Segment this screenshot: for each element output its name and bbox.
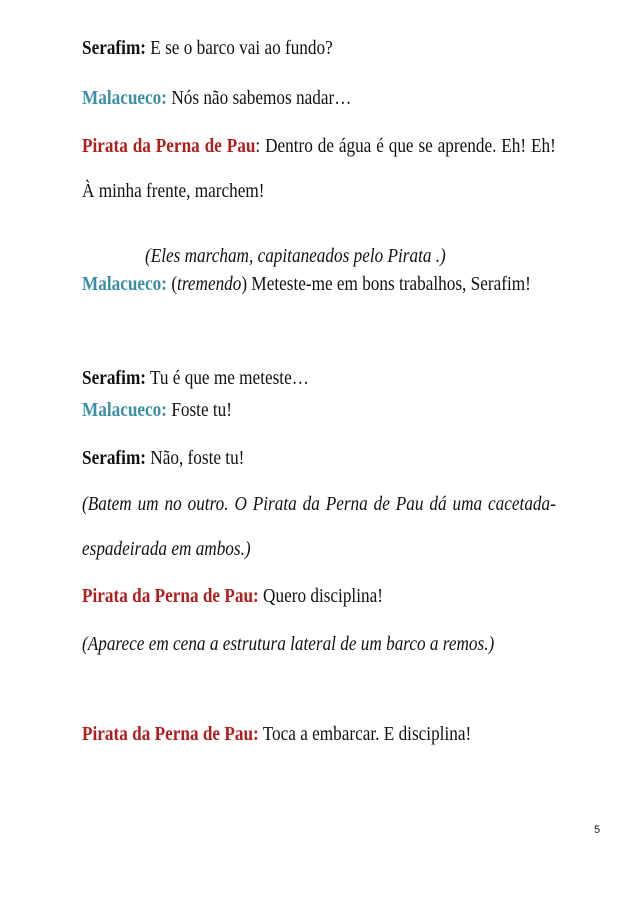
stage-direction-3: (Aparece em cena a estrutura lateral de um barco a remos.) (82, 633, 495, 655)
line-pirata-1 (82, 124, 556, 214)
speaker-serafim: Serafim: (82, 367, 147, 389)
line-pirata-3 (82, 712, 556, 757)
stage-direction-1: (Eles marcham, capitaneados pelo Pirata .) (145, 245, 446, 267)
speaker-malacueco: Malacueco: (82, 87, 168, 109)
dialogue-text: E se o barco vai ao fundo? (146, 37, 333, 59)
speaker-pirata: Pirata da Perna de Pau: (82, 585, 259, 607)
line-malacueco-2 (82, 262, 556, 307)
stage-direction-2: (Batem um no outro. O Pirata da Perna de Pau dá uma cacetada-espadeirada em ambos.) (82, 493, 556, 560)
line-malacueco-1 (82, 76, 556, 121)
speaker-malacueco: Malacueco: (82, 399, 168, 421)
dialogue-text: ) Meteste-me em bons trabalhos, Serafim! (241, 273, 531, 295)
speaker-colon: : (255, 135, 261, 157)
dialogue-text: Nós não sabemos nadar… (167, 87, 352, 109)
dialogue-text: Foste tu! (167, 399, 233, 421)
page-number: 5 (594, 824, 601, 836)
speaker-serafim: Serafim: (82, 37, 147, 59)
dialogue-italic: tremendo (177, 273, 242, 295)
line-serafim-3 (82, 436, 556, 481)
line-serafim-1 (82, 26, 556, 71)
dialogue-text: Tu é que me meteste… (146, 367, 309, 389)
speaker-serafim: Serafim: (82, 447, 147, 469)
dialogue-text: Quero disciplina! (258, 585, 383, 607)
dialogue-text: Dentro de água é que se aprende. Eh! Eh! À minha frente, marchem! (82, 135, 556, 202)
dialogue-text: ( (167, 273, 178, 295)
line-malacueco-3 (82, 388, 556, 433)
line-pirata-2 (82, 574, 556, 619)
speaker-pirata: Pirata da Perna de Pau: (82, 723, 259, 745)
dialogue-text: Não, foste tu! (146, 447, 245, 469)
speaker-malacueco: Malacueco: (82, 273, 168, 295)
speaker-pirata: Pirata da Perna de Pau (82, 135, 256, 157)
dialogue-text: Toca a embarcar. E disciplina! (258, 723, 472, 745)
